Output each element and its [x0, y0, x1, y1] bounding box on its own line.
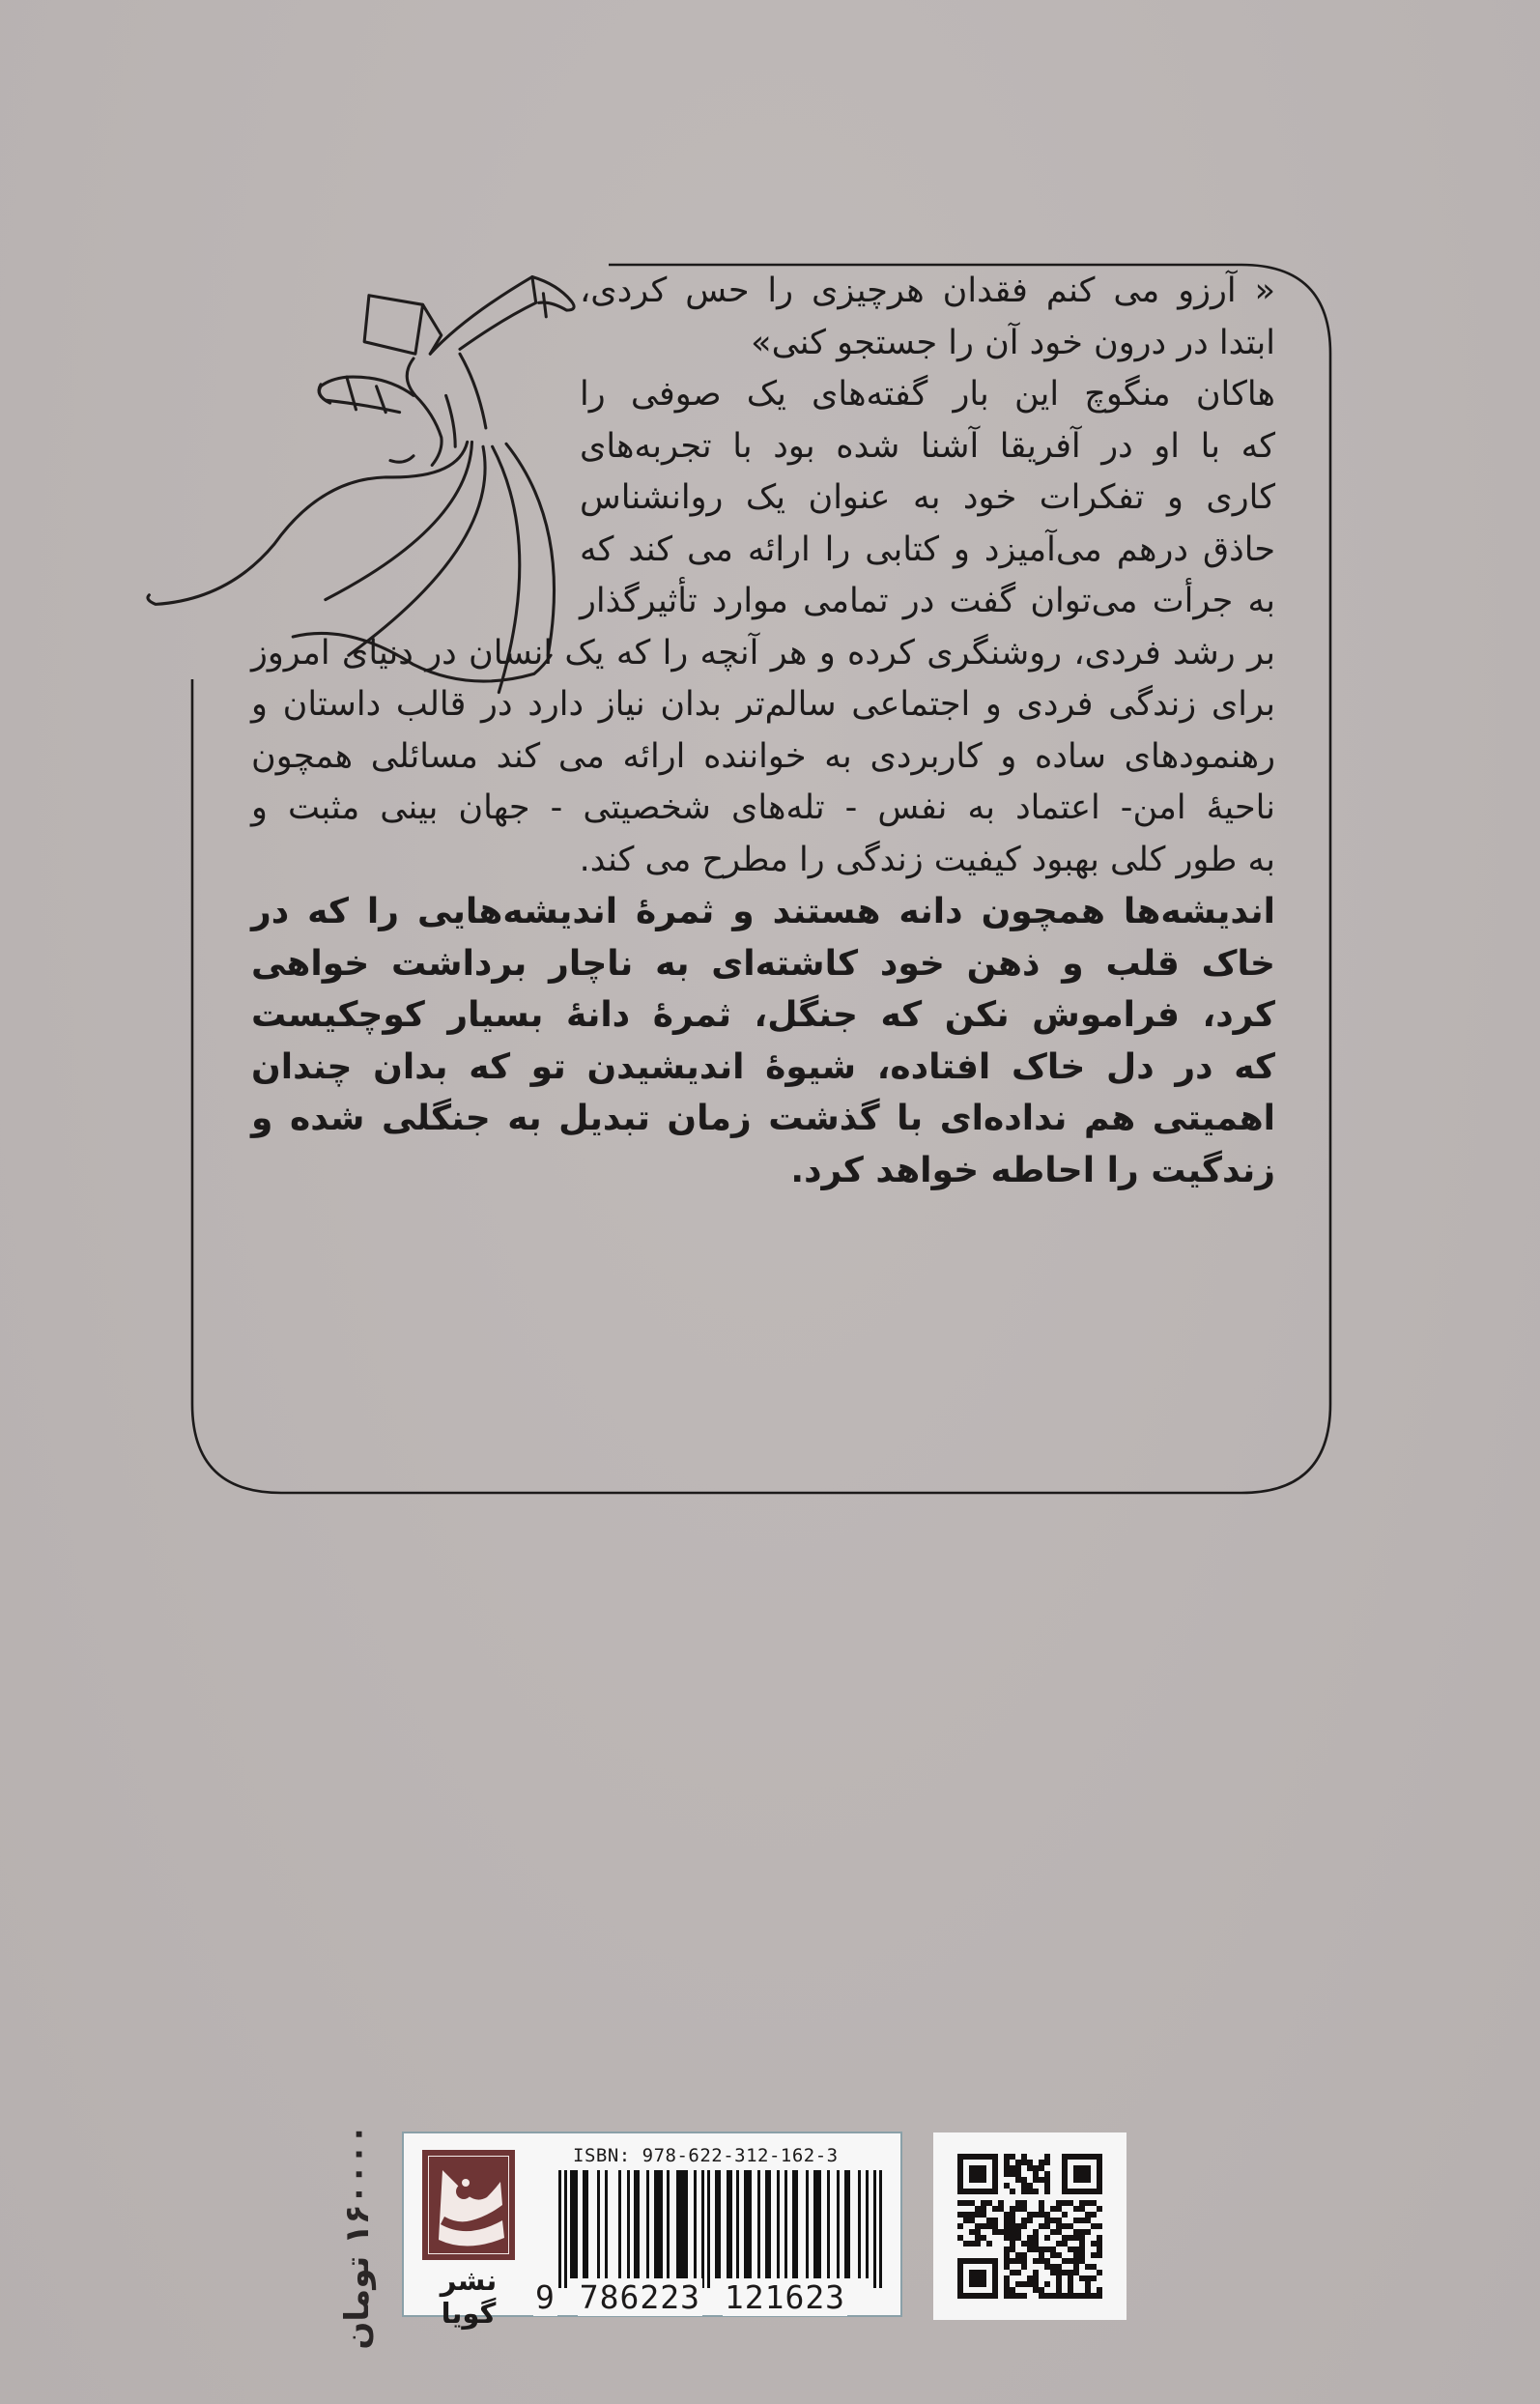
qr-code-panel[interactable] [933, 2132, 1126, 2320]
epigraph-quote [251, 266, 1275, 369]
publisher-name: نشر گویا [440, 2264, 498, 2330]
isbn-text: ISBN: 978-622-312-162-3 [573, 2145, 839, 2166]
bold-line: خاک قلب و ذهن خود کاشته‌ای به ناچار برداشت خواهی [251, 943, 1275, 984]
description-line: به طور کلی بهبود کیفیت زندگی را مطرح می کند. [579, 840, 1275, 879]
bold-line: اهمیتی هم نداده‌ای با گذشت زمان تبدیل به جنگلی شده و [251, 1099, 1275, 1138]
bold-paragraph [251, 886, 1275, 1196]
price-text: ۱۶۰۰۰۰ تومان [338, 2124, 377, 2350]
description-paragraph [251, 369, 1275, 886]
ean-group-1: 786223 [579, 2278, 700, 2316]
description-line: بر رشد فردی، روشنگری کرده و هر آنچه را که یک انسان در دنیای امروز [251, 633, 1275, 673]
qr-code-icon[interactable] [957, 2154, 1102, 2299]
description-line: حاذق درهم می‌آمیزد و کتابی را ارائه می کند که [580, 529, 1275, 569]
ean-first-digit: 9 [535, 2278, 556, 2316]
bold-line: اندیشه‌ها همچون دانه هستند و ثمرهٔ اندیشه‌هایی را که در [251, 892, 1275, 931]
description-line: برای زندگی فردی و اجتماعی سالم‌تر بدان نیاز دارد در قالب داستان و [251, 685, 1275, 724]
ean-number [533, 2278, 847, 2316]
blurb-text [251, 266, 1275, 1196]
quote-line: « آرزو می کنم فقدان هرچیزی را حس کردی، [580, 272, 1275, 310]
description-line: به جرأت می‌توان گفت در تمامی موارد تأثیرگذار [580, 582, 1275, 620]
description-line: که با او در آفریقا آشنا شده بود با تجربه‌های [580, 426, 1275, 466]
description-line: ناحیهٔ امن- اعتماد به نفس - تله‌های شخصیتی - جهان بینی مثبت و [251, 788, 1275, 827]
description-line: کاری و تفکرات خود به عنوان یک روانشناس [580, 478, 1275, 517]
bold-line: کرد، فراموش نکن که جنگل، ثمرهٔ دانهٔ بسیار کوچکیست [251, 995, 1275, 1035]
bold-line: زندگیت را احاطه خواهد کرد. [790, 1150, 1275, 1190]
quote-line: ابتدا در درون خود آن را جستجو کنی» [751, 323, 1275, 362]
isbn-barcode-panel [402, 2132, 902, 2330]
barcode-icon [556, 2170, 885, 2288]
description-line: هاکان منگوچ این بار گفته‌های یک صوفی را [580, 375, 1275, 414]
publisher-logo-icon [422, 2150, 515, 2260]
ean-group-2: 121623 [724, 2278, 846, 2316]
bold-line: که در دل خاک افتاده، شیوهٔ اندیشیدن تو که بدان چندان [251, 1046, 1275, 1087]
description-line: رهنمودهای ساده و کاربردی به خواننده ارائه می کند مسائلی همچون [251, 736, 1275, 776]
price-label [328, 2124, 386, 2350]
